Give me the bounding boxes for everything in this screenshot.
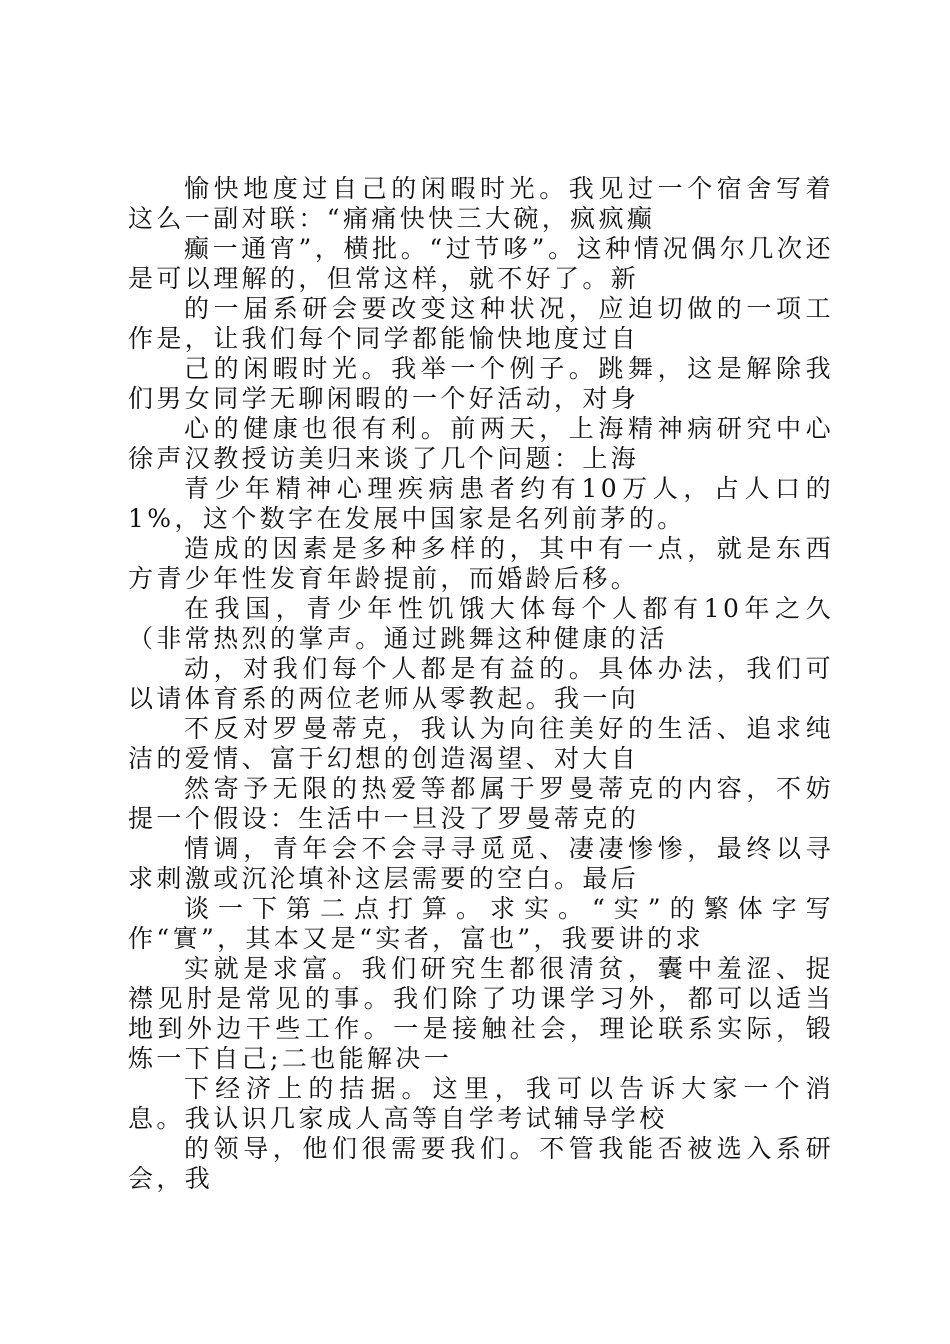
paragraph-9: 动，对我们每个人都是有益的。具体办法，我们可以请体育系的两位老师从零教起。我一向 <box>128 654 834 713</box>
paragraph-13: 谈一下第二点打算。求实。“实”的繁体字写作“實”，其本又是“实者，富也”，我要讲的求 <box>128 894 834 953</box>
paragraph-6: 青少年精神心理疾病患者约有10万人，占人口的1%，这个数字在发展中国家是名列前茅的。 <box>128 474 834 533</box>
paragraph-16: 的领导，他们很需要我们。不管我能否被选入系研会，我 <box>128 1134 834 1193</box>
paragraph-4: 己的闲暇时光。我举一个例子。跳舞，这是解除我们男女同学无聊闲暇的一个好活动，对身 <box>128 354 834 413</box>
document-body <box>128 174 834 1194</box>
paragraph-8: 在我国，青少年性饥饿大体每个人都有10年之久（非常热烈的掌声。通过跳舞这种健康的活 <box>128 594 834 653</box>
paragraph-1: 愉快地度过自己的闲暇时光。我见过一个宿舍写着这么一副对联：“痛痛快快三大碗，疯疯癫 <box>128 174 834 233</box>
paragraph-14: 实就是求富。我们研究生都很清贫，囊中羞涩、捉襟见肘是常见的事。我们除了功课学习外，都可以适当地到外边干些工作。一是接触社会，理论联系实际，锻炼一下自己;二也能解决一 <box>128 954 834 1073</box>
paragraph-15: 下经济上的拮据。这里，我可以告诉大家一个消息。我认识几家成人高等自学考试辅导学校 <box>128 1074 834 1133</box>
paragraph-12: 情调，青年会不会寻寻觅觅、凄凄惨惨，最终以寻求刺激或沉沦填补这层需要的空白。最后 <box>128 834 834 893</box>
paragraph-3: 的一届系研会要改变这种状况，应迫切做的一项工作是，让我们每个同学都能愉快地度过自 <box>128 294 834 353</box>
paragraph-7: 造成的因素是多种多样的，其中有一点，就是东西方青少年性发育年龄提前，而婚龄后移。 <box>128 534 834 593</box>
paragraph-11: 然寄予无限的热爱等都属于罗曼蒂克的内容，不妨提一个假设：生活中一旦没了罗曼蒂克的 <box>128 774 834 833</box>
paragraph-5: 心的健康也很有利。前两天，上海精神病研究中心徐声汉教授访美归来谈了几个问题：上海 <box>128 414 834 473</box>
paragraph-10: 不反对罗曼蒂克，我认为向往美好的生活、追求纯洁的爱情、富于幻想的创造渴望、对大自 <box>128 714 834 773</box>
paragraph-2: 癫一通宵”，横批。“过节哆”。这种情况偶尔几次还是可以理解的，但常这样，就不好了。新 <box>128 234 834 293</box>
